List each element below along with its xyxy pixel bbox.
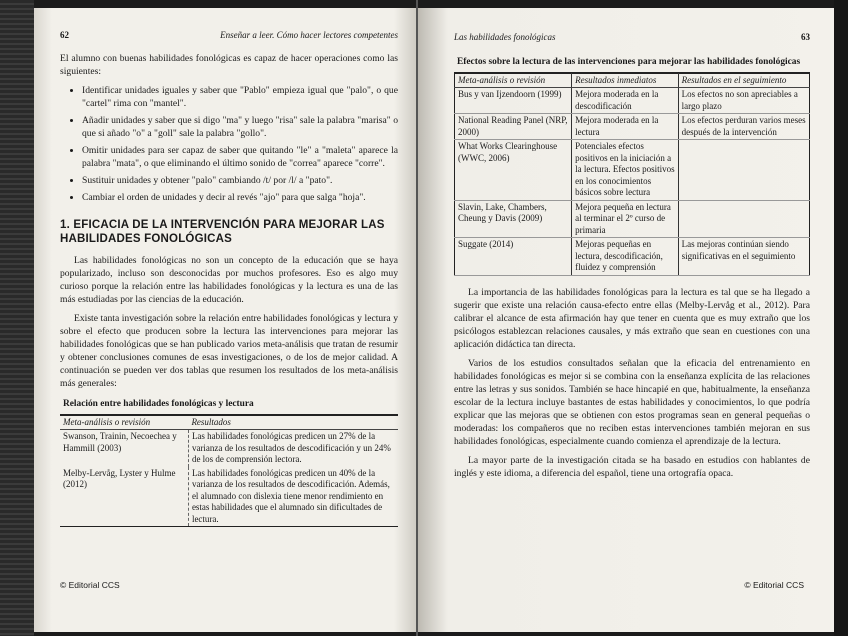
table-cell: Mejoras pequeñas en lectura, descodificación, fluidez y comprensión [572, 238, 679, 276]
table-header: Meta-análisis o revisión [455, 73, 572, 88]
right-page [418, 8, 834, 632]
background-right [834, 0, 848, 636]
table-cell [678, 140, 809, 201]
right-paragraph-3: La mayor parte de la investigación citada se ha basado en estudios con hablantes de inglés y este idioma, a diferencia del español, tiene una ortografía opaca. [454, 454, 810, 479]
list-item: • Añadir unidades y saber que si digo "ma" y luego "risa" sale la palabra "marisa" o que si añado "o" a "goll" sale la palabra "gollo". [82, 114, 398, 140]
table-cell: Mejora moderada en la lectura [572, 114, 679, 140]
table-row [455, 238, 810, 276]
table-cell: Slavin, Lake, Chambers, Cheung y Davis (2009) [455, 200, 572, 238]
table-cell: Mejora moderada en la descodificación [572, 88, 679, 114]
table-header: Resultados en el seguimiento [678, 73, 809, 88]
right-page-number: 63 [801, 32, 810, 42]
left-intro: El alumno con buenas habilidades fonológicas es capaz de hacer operaciones como las siguientes: [60, 53, 398, 77]
table-header: Resultados [188, 415, 398, 430]
table-cell: Las habilidades fonológicas predicen un 27% de la varianza de los resultados de descodificación y un 24% de los de comprensión lectora. [191, 431, 391, 464]
left-paragraph-1: Las habilidades fonológicas no son un concepto de la educación que se haya popularizado, incluso son desconocidas por muchos profesores. Eso es algo muy curioso porque la relación entre las habilidades fonológicas y la lectura es una de las más estudiadas por las ciencias de la educación. [60, 255, 398, 305]
book-page-edge-left [0, 0, 34, 636]
list-item: • Identificar unidades iguales y saber que "Pablo" empieza igual que "palo", o que "cartel" rima con "mantel". [82, 84, 398, 110]
table-row [455, 88, 810, 114]
table-cell: What Works Clearinghouse (WWC, 2006) [455, 140, 572, 201]
table-header: Resultados inmediatos [572, 73, 679, 88]
table-row [455, 200, 810, 238]
table-row [455, 140, 810, 201]
right-paragraph-1: La importancia de las habilidades fonológicas para la lectura es tal que se ha llegado a sugerir que existe una relación causa-efecto entre ellas (Melby-Lervåg et al., 2012). Para calibrar el alcance de esta afirmación hay que tener en cuenta que es muy extraño que los psicólogos establezcan relaciones causales, y más extraño que sean en cuestiones con una aplicación didáctica tan directa. [454, 286, 810, 350]
table-cell: Melby-Lervåg, Lyster y Hulme (2012) [60, 467, 188, 527]
right-running-title: Las habilidades fonológicas [454, 32, 556, 42]
table-cell: Los efectos no son apreciables a largo plazo [678, 88, 809, 114]
table-header-row [60, 415, 398, 430]
left-page-number: 62 [60, 30, 69, 40]
table-cell: Bus y van Ijzendoorn (1999) [455, 88, 572, 114]
table-cell: Las habilidades fonológicas predicen un 40% de la varianza de los resultados de descodificación. Además, el alumnado con dislexia tiene menor rendimiento en estas habilidades que el alumnado sin dificultades de lectura. [191, 467, 390, 524]
table-cell: Las mejoras continúan siendo significativas en el seguimiento [678, 238, 809, 276]
left-footer: © Editorial CCS [60, 580, 120, 590]
right-running-head [454, 32, 810, 42]
table-cell: Suggate (2014) [455, 238, 572, 276]
table-cell: Los efectos perduran varios meses después de la intervención [678, 114, 809, 140]
table-header-row [455, 73, 810, 88]
table-row [60, 430, 398, 467]
list-item: • Omitir unidades para ser capaz de saber que quitando "le" a "maleta" aparece la palabra "mata", o que eliminando el último sonido de "correa" aparece "corre". [82, 144, 398, 170]
table-cell: National Reading Panel (NRP, 2000) [455, 114, 572, 140]
table-header: Meta-análisis o revisión [60, 415, 188, 430]
left-paragraph-2: Existe tanta investigación sobre la relación entre habilidades fonológicas y lectura y sobre el efecto que producen sobre la lectura las intervenciones para mejorar las habilidades fonológicas que se han publicado varios meta-análisis que tratan de resumir y obtener conclusiones comunes de esas investigaciones, o de los de mejor calidad. A continuación se pueden ver dos tablas que resumen los resultados de los meta-análisis más generales: [60, 313, 398, 389]
table-cell [678, 200, 809, 238]
effects-table [454, 54, 810, 276]
table-cell: Potenciales efectos positivos en la iniciación a la lectura. Efectos positivos en los conocimientos básicos sobre lectura [572, 140, 679, 201]
list-item: • Sustituir unidades y obtener "palo" cambiando /t/ por /l/ a "pato". [82, 174, 398, 187]
right-paragraph-2: Varios de los estudios consultados señalan que la eficacia del entrenamiento en habilidades fonológicas es mejor si se combina con la enseñanza explícita de las relaciones entre las letras y sus sonidos. También se hace hincapié en que, habitualmente, la enseñanza escolar de la lectura incluye bastantes de estas habilidades y conocimientos, lo que podría explicar que las mejoras que se obtienen con estos programas sean en general pequeñas o moderadas: los compañeros que no reciben estas intervenciones también mejoran en sus habilidades fonológicas, especialmente cuando comienza el aprendizaje de la lectura. [454, 357, 810, 447]
table-row [455, 114, 810, 140]
section-heading: 1. EFICACIA DE LA INTERVENCIÓN PARA MEJORAR LAS HABILIDADES FONOLÓGICAS [60, 219, 385, 245]
left-running-title: Enseñar a leer. Cómo hacer lectores competentes [220, 30, 398, 40]
table-cell: Swanson, Trainin, Necoechea y Hammill (2003) [60, 430, 188, 467]
left-page [34, 8, 416, 632]
effects-table-caption: Efectos sobre la lectura de las intervenciones para mejorar las habilidades fonológicas [454, 54, 810, 73]
table-cell: Mejora pequeña en lectura al terminar el 2º curso de primaria [572, 200, 679, 238]
relation-table [60, 396, 398, 527]
relation-table-caption: Relación entre habilidades fonológicas y lectura [60, 396, 398, 415]
list-item: • Cambiar el orden de unidades y decir al revés "ajo" para que salga "hoja". [82, 191, 398, 204]
operations-list [60, 84, 398, 204]
table-row [60, 467, 398, 527]
left-running-head [60, 30, 398, 40]
right-footer: © Editorial CCS [744, 580, 804, 590]
